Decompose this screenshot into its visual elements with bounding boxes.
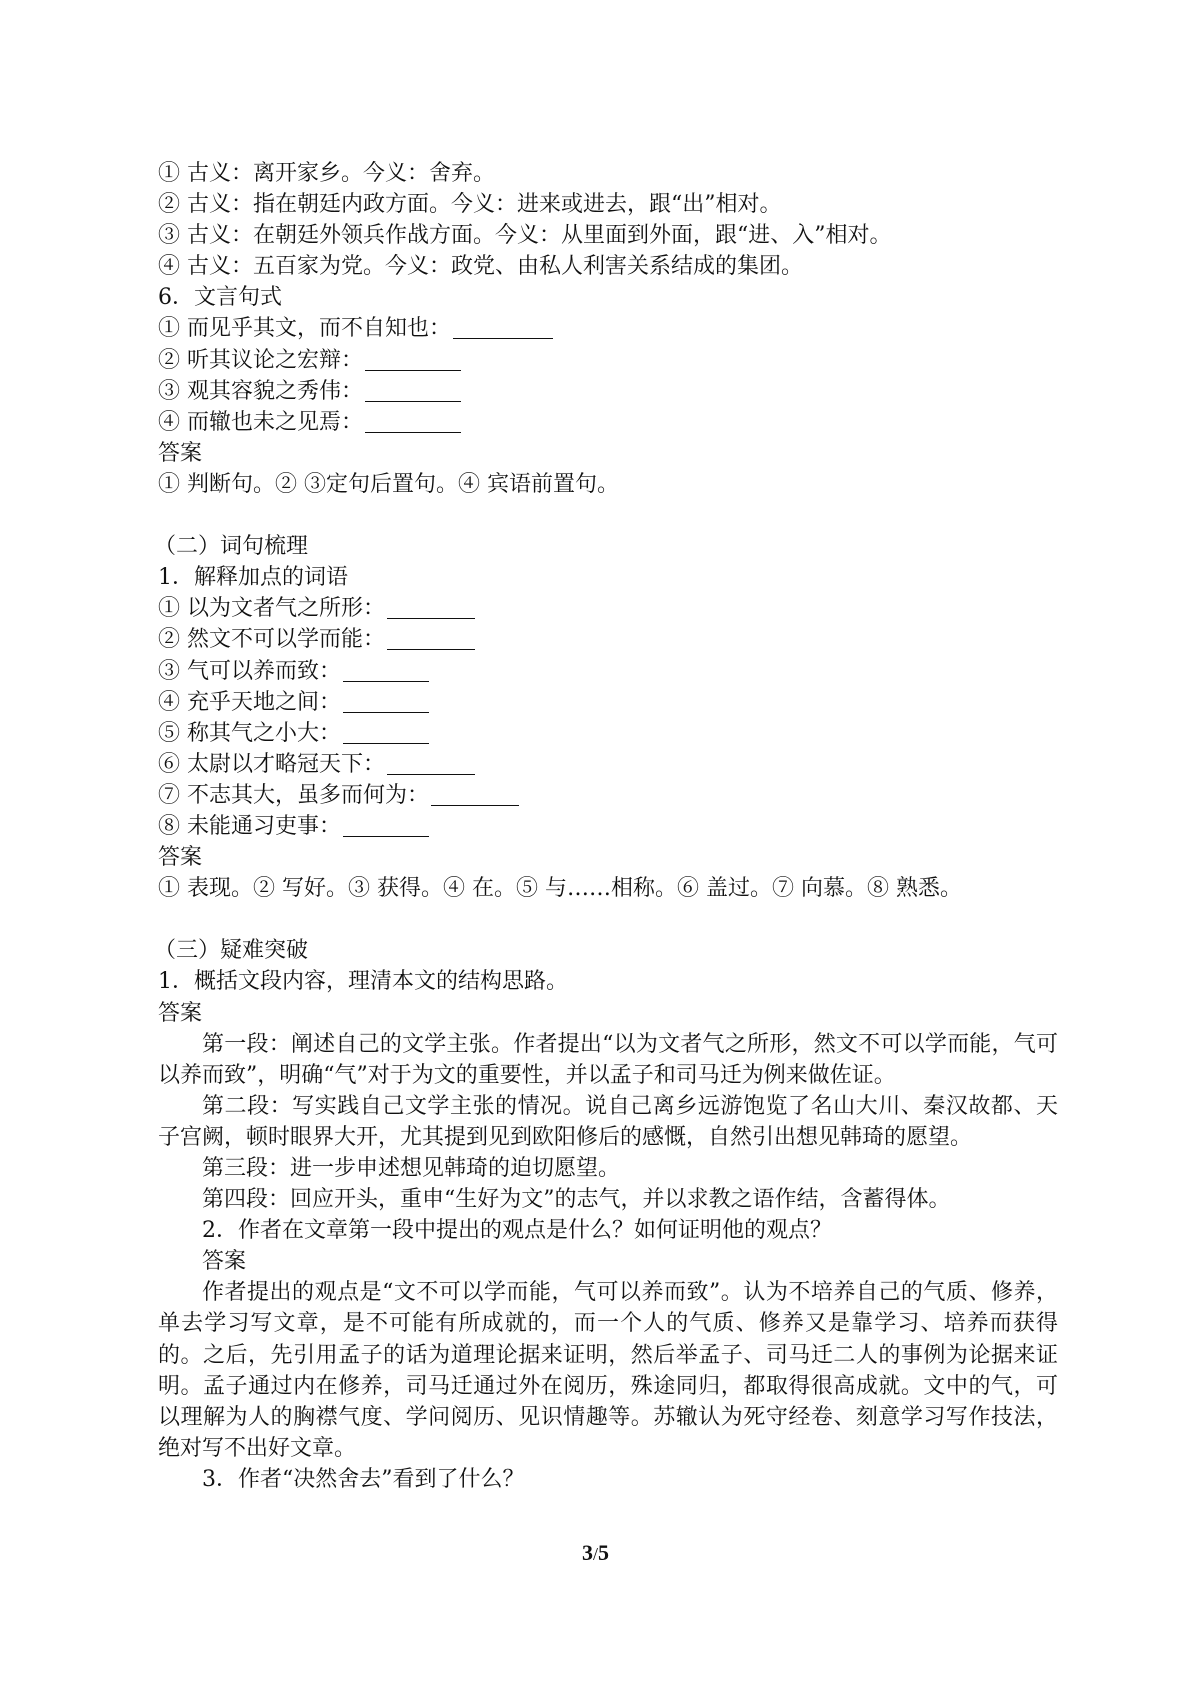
sec3-q1-para-4: 第四段：回应开头，重申“生好为文”的志气，并以求教之语作结，含蓄得体。 <box>202 1187 951 1213</box>
answer-blank <box>343 719 429 744</box>
sec2-item-6-text: ⑥ 太尉以才略冠天下： <box>158 751 385 777</box>
spacer <box>158 904 1058 935</box>
sec3-question-1: 1．概括文段内容，理清本文的结构思路。 <box>158 969 568 995</box>
section-3-title: （三）疑难突破 <box>154 938 309 964</box>
page-total: 5 <box>598 1540 609 1565</box>
answer-label: 答案 <box>158 440 203 466</box>
meaning-2: ② 古义：指在朝廷内政方面。今义：进来或进去，跟“出”相对。 <box>158 192 782 218</box>
answer-label: 答案 <box>158 845 203 871</box>
s6-answer: ① 判断句。② ③定句后置句。④ 宾语前置句。 <box>158 471 619 497</box>
page-content <box>154 158 1058 1495</box>
meaning-4: ④ 古义：五百家为党。今义：政党、由私人利害关系结成的集团。 <box>158 254 803 280</box>
sec2-item-1 <box>158 593 1058 624</box>
answer-blank <box>387 625 475 650</box>
page-separator: / <box>592 1544 598 1564</box>
sec2-item-4 <box>158 687 1058 718</box>
s6-item-3-text: ③ 观其容貌之秀伟： <box>158 378 363 404</box>
sec2-item-5 <box>158 718 1058 749</box>
sec2-item-3-text: ③ 气可以养而致： <box>158 658 341 684</box>
s6-item-2 <box>158 345 1058 376</box>
sec3-question-2: 2．作者在文章第一段中提出的观点是什么？如何证明他的观点？ <box>202 1218 832 1244</box>
answer-blank <box>387 594 475 619</box>
sec2-item-2-text: ② 然文不可以学而能： <box>158 627 385 653</box>
sec2-item-8 <box>158 811 1058 842</box>
answer-blank <box>387 750 475 775</box>
answer-blank <box>343 657 429 682</box>
sec2-item-7 <box>158 780 1058 811</box>
sec2-item-8-text: ⑧ 未能通习吏事： <box>158 813 341 839</box>
s6-item-4 <box>158 407 1058 438</box>
s6-item-1 <box>158 313 1058 344</box>
sec2-item-5-text: ⑤ 称其气之小大： <box>158 720 341 746</box>
s6-item-2-text: ② 听其议论之宏辩： <box>158 347 363 373</box>
s6-item-3 <box>158 376 1058 407</box>
page-current: 3 <box>581 1540 593 1565</box>
sec2-item-1-text: ① 以为文者气之所形： <box>158 596 385 622</box>
sec3-q2-para: 作者提出的观点是“文不可以学而能，气可以养而致”。认为不培养自己的气质、修养，单去学习写文章，是不可能有所成就的，而一个人的气质、修养又是靠学习、培养而获得的。之后，先引用孟子的话为道理论据来证明，然后举孟子、司马迁二人的事例为论据来证明。孟子通过内在修养，司马迁通过外在阅历，殊途同归，都取得很高成就。文中的气，可以理解为人的胸襟气度、学问阅历、见识情趣等。苏辙认为死守经卷、刻意学习写作技法，绝对写不出好文章。 <box>158 1280 1058 1461</box>
sec2-item-2 <box>158 624 1058 655</box>
sec2-item-4-text: ④ 充乎天地之间： <box>158 689 341 715</box>
answer-blank <box>343 688 429 713</box>
meaning-1: ① 古义：离开家乡。今义：舍弃。 <box>158 161 495 186</box>
sec3-question-3: 3．作者“决然舍去”看到了什么？ <box>202 1466 525 1492</box>
sec2-item-3 <box>158 656 1058 687</box>
answer-blank <box>431 781 519 806</box>
answer-label: 答案 <box>158 1000 203 1026</box>
answer-label: 答案 <box>202 1249 247 1275</box>
answer-blank <box>365 346 461 371</box>
spacer <box>158 500 1058 531</box>
sec3-q1-para-3: 第三段：进一步申述想见韩琦的迫切愿望。 <box>202 1156 621 1181</box>
s6-item-4-text: ④ 而辙也未之见焉： <box>158 409 363 435</box>
sec2-item-6 <box>158 749 1058 780</box>
sec2-answer: ① 表现。② 写好。③ 获得。④ 在。⑤ 与……相称。⑥ 盖过。⑦ 向慕。⑧ 熟悉。 <box>158 876 962 902</box>
page-number <box>0 1540 1191 1566</box>
sec2-item-7-text: ⑦ 不志其大，虽多而何为： <box>158 782 429 808</box>
meaning-3: ③ 古义：在朝廷外领兵作战方面。今义：从里面到外面，跟“进、入”相对。 <box>158 223 892 249</box>
sec3-q1-para-1: 第一段：阐述自己的文学主张。作者提出“以为文者气之所形，然文不可以学而能，气可以养而致”，明确“气”对于为文的重要性，并以孟子和司马迁为例来做佐证。 <box>158 1031 1058 1088</box>
answer-blank <box>365 377 461 402</box>
sec2-question-1: 1．解释加点的词语 <box>158 565 348 591</box>
sec3-q1-para-2: 第二段：写实践自己文学主张的情况。说自己离乡远游饱览了名山大川、秦汉故都、天子宫阙，顿时眼界大开，尤其提到见到欧阳修后的感慨，自然引出想见韩琦的愿望。 <box>158 1093 1058 1150</box>
s6-item-1-text: ① 而见乎其文，而不自知也： <box>158 316 451 342</box>
section-2-title: （二）词句梳理 <box>154 534 309 560</box>
answer-blank <box>453 314 553 339</box>
answer-blank <box>365 408 461 433</box>
section-6-title: 6．文言句式 <box>158 285 282 311</box>
answer-blank <box>343 812 429 837</box>
